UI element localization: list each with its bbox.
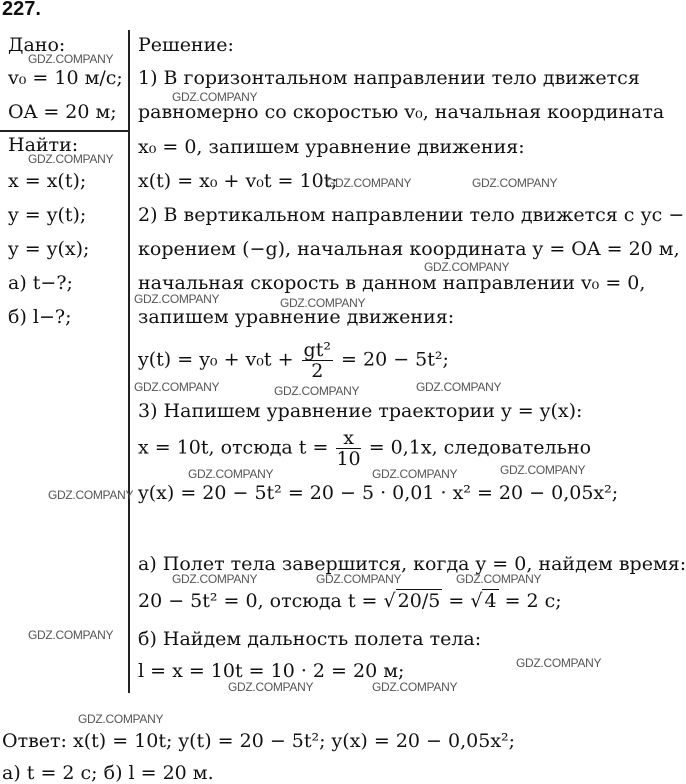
equals-sign: = [448, 590, 465, 612]
equation-y-end: = 20 − 5t²; [341, 348, 449, 371]
sqrt-sign: √ [383, 590, 396, 612]
problem-number: 227. [2, 0, 41, 20]
watermark: GDZ.COMPANY [28, 628, 114, 642]
equation-t-end: = 0,1x, следовательно [368, 436, 592, 459]
find-item: x = x(t); [8, 170, 87, 192]
fraction-x10 [336, 428, 360, 469]
answer-line: а) t = 2 с; б) l = 20 м. [2, 762, 214, 784]
equation-time-end: = 2 с; [504, 590, 562, 612]
watermark: GDZ.COMPANY [472, 176, 558, 190]
sqrt-sign: √ [470, 590, 483, 612]
fraction-denominator: 2 [311, 360, 324, 382]
sqrt-20-5: 20/5 [397, 590, 441, 612]
equation-x: x(t) = x₀ + v₀t = 10t; [138, 170, 338, 192]
fraction-numerator: x [336, 428, 360, 449]
part-b-text: б) Найдем дальность полета тела: [138, 628, 482, 650]
given-divider [0, 130, 128, 132]
find-item: б) l−?; [8, 306, 72, 328]
watermark: GDZ.COMPANY [28, 152, 114, 166]
column-divider [128, 30, 130, 693]
watermark: GDZ.COMPANY [372, 467, 458, 481]
equation-range: l = x = 10t = 10 · 2 = 20 м; [138, 660, 405, 682]
find-item: y = y(x); [8, 238, 90, 260]
fraction-denominator: 10 [336, 448, 361, 470]
watermark: GDZ.COMPANY [326, 176, 412, 190]
watermark: GDZ.COMPANY [424, 260, 510, 274]
watermark: GDZ.COMPANY [134, 292, 220, 306]
solution-line: 1) В горизонтальном направлении тело движется [138, 67, 640, 89]
watermark: GDZ.COMPANY [274, 384, 360, 398]
find-item: y = y(t); [8, 204, 87, 226]
watermark: GDZ.COMPANY [500, 463, 586, 477]
sqrt-4: 4 [484, 590, 497, 612]
solution-line: начальная скорость в данном направлении v₀ = 0, [138, 272, 646, 294]
fraction-gt2 [302, 340, 333, 381]
watermark: GDZ.COMPANY [172, 572, 258, 586]
watermark: GDZ.COMPANY [280, 296, 366, 310]
given-v0: v₀ = 10 м/с; [8, 67, 123, 89]
watermark: GDZ.COMPANY [48, 488, 134, 502]
find-item: а) t−?; [8, 272, 73, 294]
watermark: GDZ.COMPANY [172, 90, 258, 104]
part-a-text: а) Полет тела завершится, когда y = 0, найдем время: [138, 553, 686, 575]
equation-y-start: y(t) = y₀ + v₀t + [138, 348, 294, 371]
given-heading: Дано: [8, 34, 66, 56]
watermark: GDZ.COMPANY [78, 712, 164, 726]
watermark: GDZ.COMPANY [456, 572, 542, 586]
watermark: GDZ.COMPANY [188, 467, 274, 481]
equation-time [138, 590, 562, 612]
watermark: GDZ.COMPANY [372, 680, 458, 694]
watermark: GDZ.COMPANY [316, 572, 402, 586]
watermark: GDZ.COMPANY [516, 656, 602, 670]
solution-line: равномерно со скоростью v₀, начальная координата [138, 101, 665, 123]
answer-line: Ответ: x(t) = 10t; y(t) = 20 − 5t²; y(x) = 20 − 0,05x²; [2, 730, 516, 752]
solution-line: 2) В вертикальном направлении тело движется с ус − [138, 204, 685, 226]
solution-line: запишем уравнение движения: [138, 306, 455, 328]
solution-line: x₀ = 0, запишем уравнение движения: [138, 136, 525, 158]
solution-line: корением (−g), начальная координата y = OA = 20 м, [138, 238, 680, 260]
watermark: GDZ.COMPANY [134, 380, 220, 394]
find-heading: Найти: [8, 134, 79, 156]
equation-t-start: x = 10t, отсюда t = [138, 436, 329, 459]
equation-trajectory: y(x) = 20 − 5t² = 20 − 5 · 0,01 · x² = 20 − 0,05x²; [138, 482, 619, 504]
solution-line: 3) Напишем уравнение траектории y = y(x): [138, 400, 583, 422]
equation-y [138, 340, 449, 381]
given-oa: OA = 20 м; [8, 101, 117, 123]
watermark: GDZ.COMPANY [416, 380, 502, 394]
watermark: GDZ.COMPANY [28, 52, 114, 66]
watermark: GDZ.COMPANY [228, 680, 314, 694]
equation-time-start: 20 − 5t² = 0, отсюда t = [138, 590, 378, 612]
fraction-numerator: gt² [303, 339, 331, 361]
solution-heading: Решение: [138, 34, 234, 56]
